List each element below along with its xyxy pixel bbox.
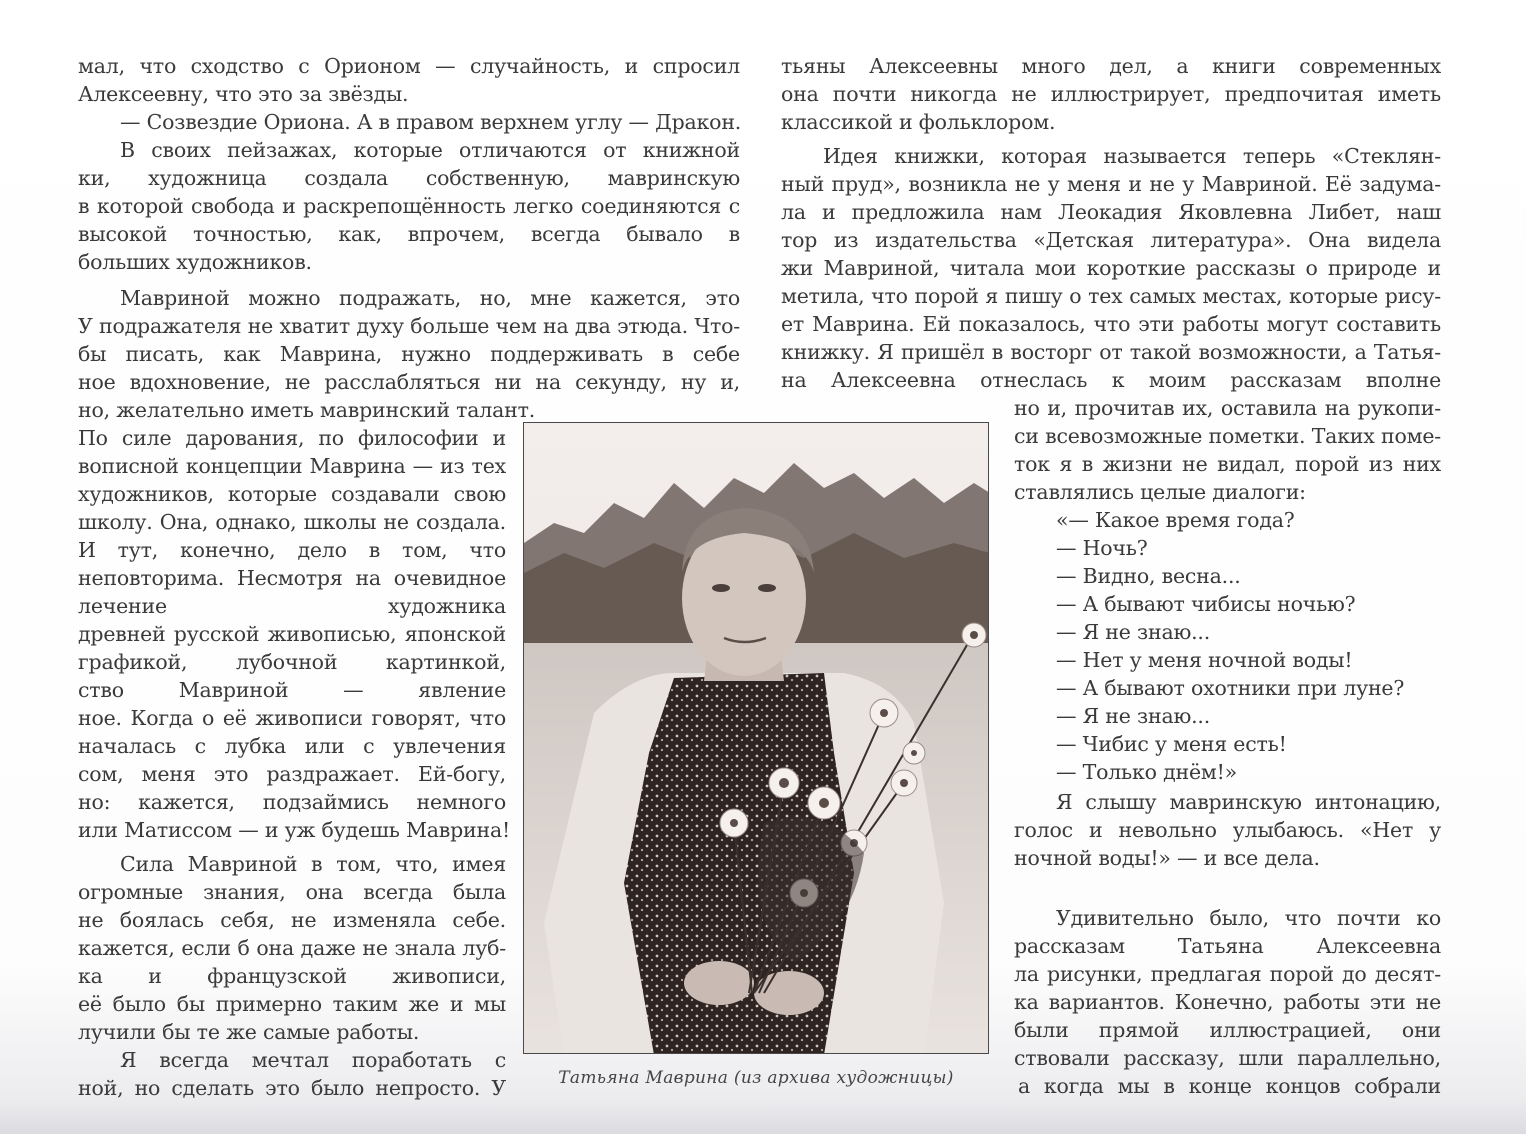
text-line: мал, что сходство с Орионом — случайность, и спросил xyxy=(78,54,740,78)
text-line: графикой, лубочной картинкой, xyxy=(78,650,506,674)
text-line: на Алексеевна отнеслась к моим рассказам вполне xyxy=(781,368,1441,392)
dialogue-line: — Только днём!» xyxy=(1056,760,1238,784)
text-line: Удивительно было, что почти ко xyxy=(1056,906,1441,930)
text-line: жи Мавриной, читала мои короткие рассказы о природе и xyxy=(781,256,1441,280)
text-line: ток я в жизни не видал, порой из них xyxy=(1014,452,1441,476)
right-eye xyxy=(758,584,776,592)
text-line: ла рисунки, предлагая порой до десят- xyxy=(1014,962,1441,986)
text-line: ное. Когда о её живописи говорят, что xyxy=(78,706,506,730)
text-line: ет Маврина. Ей показалось, что эти работы могут составить xyxy=(781,312,1441,336)
text-line: си всевозможные пометки. Таких поме- xyxy=(1014,424,1441,448)
text-line: огромные знания, она всегда была xyxy=(78,880,506,904)
dialogue-line: — Нет у меня ночной воды! xyxy=(1056,648,1353,672)
text-line: ство Мавриной — явление xyxy=(78,678,506,702)
text-line: в которой свобода и раскрепощённость легко соединяются с xyxy=(78,194,740,218)
text-line: ставлялись целые диалоги: xyxy=(1014,480,1306,504)
portrait-photo xyxy=(523,422,989,1054)
text-line: ствовали рассказу, шли параллельно, xyxy=(1014,1046,1441,1070)
text-line: художников, которые создавали свою xyxy=(78,482,506,506)
text-line: ла и предложила нам Леокадия Яковлевна Либет, наш xyxy=(781,200,1441,224)
text-line: Я слышу мавринскую интонацию, xyxy=(1056,790,1441,814)
left-hand xyxy=(684,961,754,1005)
text-line: рассказам Татьяна Алексеевна xyxy=(1014,934,1441,958)
text-line: — Созвездие Ориона. А в правом верхнем углу — Дракон. xyxy=(120,110,742,134)
dialogue-line: — Чибис у меня есть! xyxy=(1056,732,1287,756)
text-line: неповторима. Несмотря на очевидное xyxy=(78,566,506,590)
text-line: У подражателя не хватит духу больше чем на два этюда. Что- xyxy=(78,314,740,338)
text-line: голос и невольно улыбаюсь. «Нет у xyxy=(1014,818,1441,842)
text-line: школу. Она, однако, школы не создала. xyxy=(78,510,506,534)
dialogue-line: — Видно, весна... xyxy=(1056,564,1241,588)
text-line: Мавриной можно подражать, но, мне кажется, это xyxy=(120,286,740,310)
text-line: древней русской живописью, японской xyxy=(78,622,506,646)
dialogue-line: — А бывают охотники при луне? xyxy=(1056,676,1405,700)
text-line: ка и французской живописи, xyxy=(78,964,506,988)
text-line: лечение художника xyxy=(78,594,506,618)
text-line: началась с лубка или с увлечения xyxy=(78,734,506,758)
text-line: но и, прочитав их, оставила на рукопи- xyxy=(1014,396,1441,420)
text-line: классикой и фольклором. xyxy=(781,110,1056,134)
text-line: но: кажется, подзаймись немного xyxy=(78,790,506,814)
text-line: ное вдохновение, не расслабляться ни на секунду, ну и, xyxy=(78,370,740,394)
dialogue-line: «— Какое время года? xyxy=(1056,508,1295,532)
text-line: По силе дарования, по философии и xyxy=(78,426,506,450)
text-line: В своих пейзажах, которые отличаются от книжной xyxy=(120,138,740,162)
text-line: ной, но сделать это было непросто. У xyxy=(78,1076,506,1100)
dialogue-line: — Я не знаю... xyxy=(1056,620,1211,644)
text-line: высокой точностью, как, впрочем, всегда бывало в xyxy=(78,222,740,246)
text-line: Идея книжки, которая называется теперь «Стеклян- xyxy=(823,144,1441,168)
text-line: Сила Мавриной в том, что, имея xyxy=(120,852,506,876)
text-line: Алексеевну, что это за звёзды. xyxy=(78,82,409,106)
text-line: больших художников. xyxy=(78,250,312,274)
photo-caption: Татьяна Маврина (из архива художницы) xyxy=(558,1068,954,1088)
dialogue-line: — Ночь? xyxy=(1056,536,1148,560)
text-line: вописной концепции Маврина — из тех xyxy=(78,454,506,478)
text-line: ный пруд», возникла не у меня и не у Мавриной. Её задума- xyxy=(781,172,1441,196)
text-line: не боялась себя, не изменяла себе. xyxy=(78,908,506,932)
text-line: И тут, конечно, дело в том, что xyxy=(78,538,506,562)
text-line: или Матиссом — и уж будешь Маврина! xyxy=(78,818,511,842)
text-line: но, желательно иметь мавринский талант. xyxy=(78,398,536,422)
text-line: её было бы примерно таким же и мы xyxy=(78,992,506,1016)
text-line: кажется, если б она даже не знала луб- xyxy=(78,936,506,960)
text-line: ночной воды!» — и все дела. xyxy=(1014,846,1320,870)
text-line: метила, что порой я пишу о тех самых местах, которые рису- xyxy=(781,284,1441,308)
left-eye xyxy=(712,584,730,592)
text-line: тьяны Алексеевны много дел, а книги современных xyxy=(781,54,1441,78)
text-line: а когда мы в конце концов собрали xyxy=(1018,1074,1441,1098)
text-line: книжку. Я пришёл в восторг от такой возможности, а Татья- xyxy=(781,340,1441,364)
text-line: Я всегда мечтал поработать с xyxy=(120,1048,506,1072)
text-line: тор из издательства «Детская литература». Она видела xyxy=(781,228,1441,252)
text-line: ки, художница создала собственную, мавринскую xyxy=(78,166,740,190)
text-line: ка вариантов. Конечно, работы эти не xyxy=(1014,990,1441,1014)
text-line: она почти никогда не иллюстрирует, предпочитая иметь xyxy=(781,82,1441,106)
text-line: бы писать, как Маврина, нужно поддерживать в себе xyxy=(78,342,740,366)
text-line: лучили бы те же самые работы. xyxy=(78,1020,420,1044)
text-line: сом, меня это раздражает. Ей-богу, xyxy=(78,762,506,786)
dialogue-line: — А бывают чибисы ночью? xyxy=(1056,592,1356,616)
portrait-photo-image xyxy=(524,423,989,1054)
text-line: были прямой иллюстрацией, они xyxy=(1014,1018,1441,1042)
dialogue-line: — Я не знаю... xyxy=(1056,704,1211,728)
